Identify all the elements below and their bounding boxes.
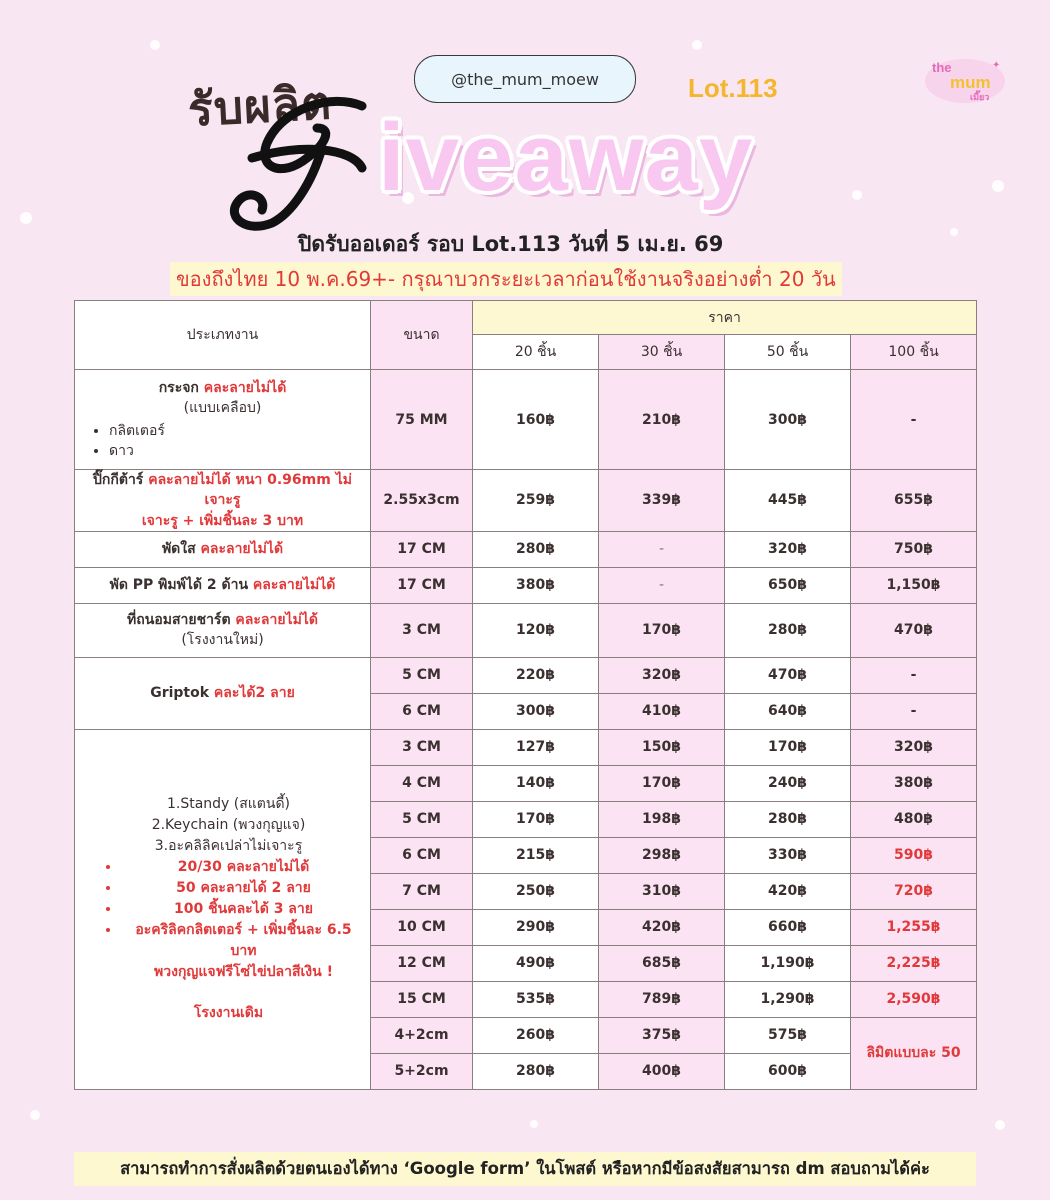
price-cell: 660฿ bbox=[725, 909, 851, 945]
price-cell: 2,225฿ bbox=[851, 945, 977, 981]
price-cell: 120฿ bbox=[473, 603, 599, 657]
instagram-handle: @the_mum_moew bbox=[414, 55, 636, 103]
price-cell: 1,290฿ bbox=[725, 981, 851, 1017]
price-cell: 140฿ bbox=[473, 765, 599, 801]
price-cell: 210฿ bbox=[599, 370, 725, 470]
price-cell: 300฿ bbox=[473, 693, 599, 729]
price-cell: 220฿ bbox=[473, 657, 599, 693]
price-cell: 250฿ bbox=[473, 873, 599, 909]
price-cell: 330฿ bbox=[725, 837, 851, 873]
background-dot bbox=[950, 228, 958, 236]
size-cell: 15 CM bbox=[371, 981, 473, 1017]
price-cell: 280฿ bbox=[473, 531, 599, 567]
price-cell: 750฿ bbox=[851, 531, 977, 567]
type-cell-standy: 1.Standy (สแตนดี้) 2.Keychain (พวงกุญแจ) 3.อะคลิลิคเปล่าไม่เจาะรู • 20/30 คละลายไม่ได้ • 50 คละลายได้ 2 ลาย • 100 ชิ้นคละได้ 3 ลาย • อะคริลิคกลิตเตอร์ + เพิ่มชิ้นละ 6.5 บาท พวงกุญแจฟรีโซ่ไข่ปลาสีเงิน ! โรงงานเดิม bbox=[75, 729, 371, 1089]
logo-mum: mum bbox=[950, 73, 991, 92]
price-cell: 170฿ bbox=[599, 765, 725, 801]
price-cell: 375฿ bbox=[599, 1017, 725, 1053]
order-close-date: ปิดรับออเดอร์ รอบ Lot.113 วันที่ 5 เม.ย. 69 bbox=[298, 232, 724, 256]
price-cell: 685฿ bbox=[599, 945, 725, 981]
price-cell: 420฿ bbox=[725, 873, 851, 909]
header-qty-100: 100 ชิ้น bbox=[851, 335, 977, 370]
size-cell: 17 CM bbox=[371, 531, 473, 567]
price-cell: 320฿ bbox=[725, 531, 851, 567]
table-row bbox=[75, 531, 977, 567]
size-cell: 4+2cm bbox=[371, 1017, 473, 1053]
header-size: ขนาด bbox=[371, 301, 473, 370]
lot-number: Lot.113 bbox=[688, 73, 778, 103]
price-cell: 480฿ bbox=[851, 801, 977, 837]
size-cell: 2.55x3cm bbox=[371, 470, 473, 532]
type-cell-fan-clear: พัดใส คละลายไม่ได้ bbox=[75, 531, 371, 567]
price-cell: - bbox=[599, 531, 725, 567]
title-thai: รับผลิต bbox=[186, 75, 334, 137]
table-row bbox=[75, 729, 977, 765]
price-cell: 280฿ bbox=[725, 801, 851, 837]
price-cell: 490฿ bbox=[473, 945, 599, 981]
price-cell: 320฿ bbox=[599, 657, 725, 693]
price-cell: 1,190฿ bbox=[725, 945, 851, 981]
type-cell-fan-pp: พัด PP พิมพ์ได้ 2 ด้าน คละลายไม่ได้ bbox=[75, 567, 371, 603]
price-cell: 160฿ bbox=[473, 370, 599, 470]
header-price: ราคา bbox=[473, 301, 977, 335]
price-cell: 300฿ bbox=[725, 370, 851, 470]
size-cell: 75 MM bbox=[371, 370, 473, 470]
price-cell: - bbox=[851, 370, 977, 470]
price-cell: 640฿ bbox=[725, 693, 851, 729]
price-cell: 380฿ bbox=[851, 765, 977, 801]
price-cell: 170฿ bbox=[599, 603, 725, 657]
type-cell-pick: ปิ๊กกีต้าร์ คละลายไม่ได้ หนา 0.96mm ไม่เจาะรู เจาะรู + เพิ่มชิ้นละ 3 บาท bbox=[75, 470, 371, 532]
price-cell: 1,150฿ bbox=[851, 567, 977, 603]
shipping-note: ของถึงไทย 10 พ.ค.69+- กรุณาบวกระยะเวลาก่อนใช้งานจริงอย่างต่ำ 20 วัน bbox=[170, 262, 842, 296]
price-cell: 650฿ bbox=[725, 567, 851, 603]
size-cell: 4 CM bbox=[371, 765, 473, 801]
price-cell: 127฿ bbox=[473, 729, 599, 765]
price-cell: 535฿ bbox=[473, 981, 599, 1017]
title-giveaway: iveaway bbox=[378, 104, 754, 211]
price-cell: 470฿ bbox=[725, 657, 851, 693]
the-mum-logo bbox=[922, 54, 1008, 104]
price-cell: 2,590฿ bbox=[851, 981, 977, 1017]
background-dot bbox=[692, 40, 702, 50]
table-row bbox=[75, 603, 977, 657]
price-cell: 655฿ bbox=[851, 470, 977, 532]
size-cell: 3 CM bbox=[371, 603, 473, 657]
table-row bbox=[75, 470, 977, 532]
table-row bbox=[75, 657, 977, 693]
logo-the: the bbox=[932, 60, 952, 75]
price-cell: 298฿ bbox=[599, 837, 725, 873]
price-cell: 320฿ bbox=[851, 729, 977, 765]
price-cell: 240฿ bbox=[725, 765, 851, 801]
table-row bbox=[75, 370, 977, 470]
size-cell: 7 CM bbox=[371, 873, 473, 909]
logo-meow: เมี๊ยว bbox=[970, 93, 990, 103]
size-cell: 6 CM bbox=[371, 693, 473, 729]
limit-cell: ลิมิตแบบละ 50 bbox=[851, 1017, 977, 1089]
price-cell: 400฿ bbox=[599, 1053, 725, 1089]
table-header-row bbox=[75, 301, 977, 335]
price-cell: 280฿ bbox=[473, 1053, 599, 1089]
background-dot bbox=[852, 190, 862, 200]
price-cell: - bbox=[851, 657, 977, 693]
price-cell: 290฿ bbox=[473, 909, 599, 945]
background-dot bbox=[30, 1110, 40, 1120]
header-qty-20: 20 ชิ้น bbox=[473, 335, 599, 370]
glass-option: • กลิตเตอร์ bbox=[109, 421, 366, 441]
background-dot bbox=[995, 1120, 1005, 1130]
size-cell: 3 CM bbox=[371, 729, 473, 765]
size-cell: 6 CM bbox=[371, 837, 473, 873]
svg-text:✦: ✦ bbox=[992, 60, 1001, 71]
price-cell: 420฿ bbox=[599, 909, 725, 945]
header-qty-30: 30 ชิ้น bbox=[599, 335, 725, 370]
background-dot bbox=[992, 180, 1004, 192]
price-cell: 170฿ bbox=[473, 801, 599, 837]
price-cell: 170฿ bbox=[725, 729, 851, 765]
price-cell: 260฿ bbox=[473, 1017, 599, 1053]
size-cell: 5 CM bbox=[371, 801, 473, 837]
price-table bbox=[74, 300, 977, 1090]
price-cell: 1,255฿ bbox=[851, 909, 977, 945]
background-dot bbox=[20, 212, 32, 224]
price-cell: 720฿ bbox=[851, 873, 977, 909]
size-cell: 17 CM bbox=[371, 567, 473, 603]
price-cell: 410฿ bbox=[599, 693, 725, 729]
price-cell: 380฿ bbox=[473, 567, 599, 603]
header-qty-50: 50 ชิ้น bbox=[725, 335, 851, 370]
price-cell: 789฿ bbox=[599, 981, 725, 1017]
price-cell: 259฿ bbox=[473, 470, 599, 532]
price-cell: 198฿ bbox=[599, 801, 725, 837]
price-cell: 280฿ bbox=[725, 603, 851, 657]
type-cell-griptok: Griptok คละได้2 ลาย bbox=[75, 657, 371, 729]
size-cell: 5+2cm bbox=[371, 1053, 473, 1089]
price-cell: 339฿ bbox=[599, 470, 725, 532]
background-dot bbox=[530, 1120, 538, 1128]
price-cell: 445฿ bbox=[725, 470, 851, 532]
price-cell: 590฿ bbox=[851, 837, 977, 873]
price-cell: 575฿ bbox=[725, 1017, 851, 1053]
price-cell: 310฿ bbox=[599, 873, 725, 909]
price-cell: 150฿ bbox=[599, 729, 725, 765]
background-dot bbox=[150, 40, 160, 50]
price-cell: 215฿ bbox=[473, 837, 599, 873]
header-type: ประเภทงาน bbox=[75, 301, 371, 370]
size-cell: 10 CM bbox=[371, 909, 473, 945]
table-row bbox=[75, 567, 977, 603]
script-g-letter bbox=[212, 88, 382, 238]
glass-option: • ดาว bbox=[109, 441, 366, 461]
price-cell: 600฿ bbox=[725, 1053, 851, 1089]
footer-note: สามารถทำการสั่งผลิตด้วยตนเองได้ทาง ‘Google form’ ในโพสต์ หรือหากมีข้อสงสัยสามารถ dm สอบถามได้ค่ะ bbox=[74, 1152, 976, 1186]
price-cell: - bbox=[851, 693, 977, 729]
price-cell: - bbox=[599, 567, 725, 603]
size-cell: 12 CM bbox=[371, 945, 473, 981]
type-cell-glass: กระจก คละลายไม่ได้ (แบบเคลือบ) • กลิตเตอร์ • ดาว bbox=[75, 370, 371, 470]
size-cell: 5 CM bbox=[371, 657, 473, 693]
type-cell-charger: ที่ถนอมสายชาร์ต คละลายไม่ได้ (โรงงานใหม่) bbox=[75, 603, 371, 657]
price-cell: 470฿ bbox=[851, 603, 977, 657]
